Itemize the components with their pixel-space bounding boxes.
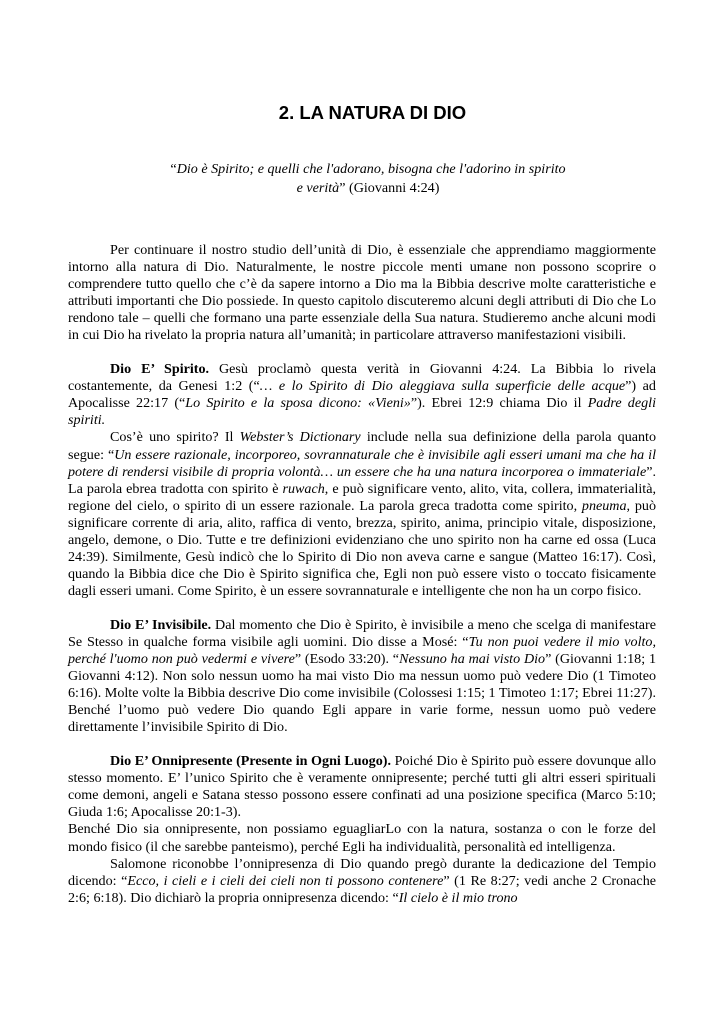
- epigraph-reference: (Giovanni 4:24): [345, 180, 440, 196]
- epigraph-open-quote: “: [170, 161, 177, 177]
- spirit-text: ”) ad Apocalisse 22:17 (“: [68, 378, 656, 412]
- omnipresent-paragraph-2: Benché Dio sia onnipresente, non possiamo eguagliarLo con la natura, sostanza o con le forze del mondo fisico (il che sarebbe panteismo), perché Egli ha individualità, personalità ed intelligenza.: [68, 821, 656, 855]
- greek-word: pneuma: [581, 497, 627, 514]
- spirit-text: ”). Ebrei 12:9 chiama Dio il: [410, 395, 588, 412]
- invisible-text: Dal momento che Dio è Spirito, è invisibile a meno che scelga di manifestare Se Stesso in qualche forma visibile agli uomini. Dio disse a Mosé: “: [68, 616, 657, 650]
- invisible-text: ” (Giovanni 1:18; 1 Giovanni 4:12). Non solo nessun uomo ha mai visto Dio ma nessun uomo può vedere Dio (1 Timoteo 6:16). Molte volte la Bibbia descrive Dio come invisibile (Colossesi 1:15; 1 Timoteo 1:17; Ebrei 11:27). Benché l’uomo può vedere Dio quando Egli appare in varie forme, nessun uomo può vedere direttamente l’invisibile Spirito di Dio.: [68, 651, 656, 736]
- epigraph-close-quote: ”: [339, 180, 346, 196]
- chapter-body: [68, 242, 656, 907]
- omnipresent-paragraph-3: [68, 856, 656, 907]
- spirit-text: Cos’è uno spirito? Il: [110, 429, 240, 446]
- omnipresent-text: ” (1 Re 8:27; vedi anche 2 Cronache 2:6; 6:18). Dio dichiarò la propria onnipresenza dicendo: “: [68, 872, 656, 906]
- spirit-heading: Dio E’ Spirito.: [110, 361, 210, 378]
- omnipresent-quote-kings: Ecco, i cieli e i cieli dei cieli non ti possono contenere: [127, 872, 444, 889]
- spirit-text: Gesù proclamò questa verità in Giovanni 4:24. La Bibbia lo rivela costantemente, da Genesi 1:2 (“: [68, 361, 656, 395]
- omnipresent-quote-throne: Il cielo è il mio trono: [398, 889, 518, 906]
- epigraph: [150, 160, 586, 198]
- dictionary-name: Webster’s Dictionary: [239, 429, 361, 446]
- chapter-title: 2. LA NATURA DI DIO: [278, 102, 467, 123]
- invisible-quote-john: Nessuno ha mai visto Dio: [399, 651, 546, 668]
- omnipresent-text: Salomone riconobbe l’onnipresenza di Dio quando pregò durante la dedicazione del Tempio dicendo: “: [68, 855, 656, 889]
- epigraph-quote-line2: e verità: [296, 180, 340, 196]
- spirit-quote-revelation: Lo Spirito e la sposa dicono: «Vieni»: [185, 395, 411, 412]
- dictionary-definition: Un essere razionale, incorporeo, sovrannaturale che è invisibile agli esseri umani ma che ha il potere di rendersi visibile di propria volontà… un essere che ha una natura incorporea o immateriale: [68, 446, 656, 480]
- epigraph-quote-line1: Dio è Spirito; e quelli che l'adorano, bisogna che l'adorino in spirito: [176, 161, 566, 177]
- invisible-text: ” (Esodo 33:20). “: [294, 651, 400, 668]
- hebrew-word: ruwach: [282, 480, 325, 497]
- invisible-quote-exodus: Tu non puoi vedere il mio volto, perché l'uomo non può vedermi e vivere: [68, 633, 656, 668]
- intro-paragraph: Per continuare il nostro studio dell’unità di Dio, è essenziale che apprendiamo maggiormente intorno alla natura di Dio. Naturalmente, le nostre piccole menti umane non possono scoprire o comprendere tutto quello che c’è da sapere intorno a Dio ma la Bibbia descrive molte caratteristiche e attributi importanti che Dio possiede. In questo capitolo discuteremo alcuni degli attributi di Dio che Lo rendono tale – quelli che formano una parte essenziale della Sua natura. Studieremo anche alcuni modi in cui Dio ha rivelato la propria natura all’umanità; in particolare attraverso manifestazioni visibili.: [68, 242, 656, 344]
- spirit-text: include nella sua definizione della parola quanto segue: “: [68, 429, 657, 463]
- spirit-paragraph-1: [68, 361, 656, 429]
- spirit-text: ”. La parola ebrea tradotta con spirito è: [68, 463, 656, 497]
- spirit-text: , e può significare vento, alito, vita, collera, immaterialità, regione del cielo, o spirito di un essere razionale. La parola greca tradotta come spirito,: [68, 480, 657, 514]
- spirit-father-of-spirits: Padre degli spiriti.: [68, 395, 656, 429]
- invisible-paragraph: [68, 617, 656, 736]
- spirit-paragraph-2: [68, 429, 656, 599]
- spirit-text: , può significare corrente di aria, alito, raffica di vento, brezza, spirito, anima, principio vitale, disposizione, angelo, demone, o Dio. Tutte e tre definizioni evidenziano che uno spirito non ha carne ed ossa (Luca 24:39). Similmente, Gesù indicò che lo Spirito di Dio non aveva carne e sangue (Matteo 16:17). Così, quando la Bibbia dice che Dio è Spirito significa che, Egli non può essere visto o toccato fisicamente dagli esseri umani. Come Spirito, è un essere sovrannaturale e intelligente che non ha un corpo fisico.: [68, 497, 657, 599]
- spirit-quote-genesis: … e lo Spirito di Dio aleggiava sulla superficie delle acque: [259, 378, 626, 395]
- omnipresent-paragraph-1: [68, 753, 656, 821]
- invisible-heading: Dio E’ Invisibile.: [110, 616, 212, 633]
- omnipresent-text: Poiché Dio è Spirito può essere dovunque allo stesso momento. E’ l’unico Spirito che è veramente onnipresente; perché tutti gli altri esseri spirituali come demoni, angeli e Satana stesso possono essere confinati ad una posizione specifica (Marco 5:10; Giuda 1:6; Apocalisse 20:1-3).: [68, 753, 656, 821]
- omnipresent-heading: Dio E’ Onnipresente (Presente in Ogni Luogo).: [110, 753, 391, 770]
